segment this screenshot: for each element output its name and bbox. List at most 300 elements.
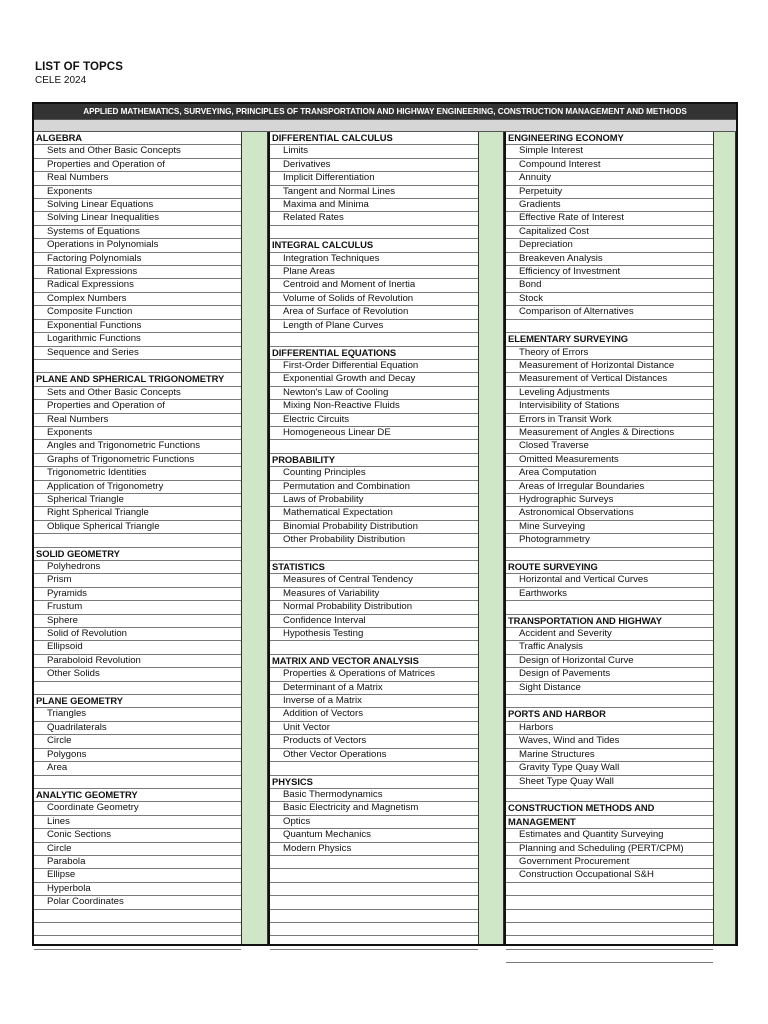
topic-row xyxy=(506,494,713,507)
topic-row xyxy=(506,467,713,480)
topic-label: Length of Plane Curves xyxy=(283,319,384,331)
topic-label: Circle xyxy=(47,735,72,747)
topic-label: Solid of Revolution xyxy=(47,628,127,640)
topic-label: Related Rates xyxy=(283,212,344,224)
topic-label: Quantum Mechanics xyxy=(283,829,371,841)
topic-row xyxy=(506,454,713,467)
topic-label: Derivatives xyxy=(283,158,331,170)
topic-row xyxy=(270,708,478,721)
topic-row xyxy=(270,494,478,507)
topic-label: Bond xyxy=(519,279,542,291)
topic-label: Centroid and Moment of Inertia xyxy=(283,279,416,291)
topic-label: Breakeven Analysis xyxy=(519,252,603,264)
topic-label: Horizontal and Vertical Curves xyxy=(519,574,649,586)
topic-row xyxy=(506,856,713,869)
topic-row xyxy=(270,695,478,708)
section-title: TRANSPORTATION AND HIGHWAY xyxy=(508,614,662,626)
section-header xyxy=(270,655,478,668)
section-header xyxy=(34,548,241,561)
topic-row xyxy=(506,682,713,695)
topic-row xyxy=(34,347,241,360)
topic-label: Efficiency of Investment xyxy=(519,266,621,278)
topic-row xyxy=(34,266,241,279)
topic-row xyxy=(270,534,478,547)
blank-row xyxy=(270,226,478,239)
topic-row xyxy=(270,266,478,279)
blank-row xyxy=(506,936,713,949)
header-subbar xyxy=(34,119,736,132)
topic-row xyxy=(34,561,241,574)
topic-label: Measurement of Vertical Distances xyxy=(519,373,668,385)
topic-row xyxy=(34,414,241,427)
topic-label: Rational Expressions xyxy=(47,266,138,278)
topic-row xyxy=(506,776,713,789)
topic-row xyxy=(270,843,478,856)
topic-label: Gravity Type Quay Wall xyxy=(519,762,620,774)
topic-row xyxy=(506,574,713,587)
topic-row xyxy=(506,306,713,319)
topic-label: Prism xyxy=(47,574,72,586)
blank-row xyxy=(270,762,478,775)
blank-row xyxy=(270,896,478,909)
topic-label: Permutation and Combination xyxy=(283,480,410,492)
topic-row xyxy=(34,293,241,306)
topic-label: Application of Trigonometry xyxy=(47,480,164,492)
topic-label: Real Numbers xyxy=(47,413,109,425)
topic-row xyxy=(270,145,478,158)
topic-label: Astronomical Observations xyxy=(519,507,634,519)
topic-row xyxy=(34,883,241,896)
topic-label: Addition of Vectors xyxy=(283,708,363,720)
topic-row xyxy=(34,722,241,735)
topic-row xyxy=(270,816,478,829)
section-title: DIFFERENTIAL EQUATIONS xyxy=(272,346,397,358)
topic-row xyxy=(270,427,478,440)
topic-label: Errors in Transit Work xyxy=(519,413,612,425)
topic-row xyxy=(34,588,241,601)
section-header xyxy=(506,708,713,721)
topic-label: Inverse of a Matrix xyxy=(283,695,362,707)
topic-label: Triangles xyxy=(47,708,87,720)
topic-label: Areas of Irregular Boundaries xyxy=(519,480,645,492)
topic-row xyxy=(34,145,241,158)
topic-row xyxy=(270,293,478,306)
topic-row xyxy=(34,306,241,319)
topic-label: Measurement of Horizontal Distance xyxy=(519,359,675,371)
topic-label: Ellipsoid xyxy=(47,641,83,653)
topic-label: Mixing Non-Reactive Fluids xyxy=(283,400,400,412)
topics-column-2 xyxy=(270,132,504,944)
topic-row xyxy=(506,628,713,641)
blank-row xyxy=(270,883,478,896)
topic-row xyxy=(34,843,241,856)
topic-row xyxy=(34,454,241,467)
topic-label: Sequence and Series xyxy=(47,346,139,358)
topic-row xyxy=(34,641,241,654)
blank-row xyxy=(506,548,713,561)
topic-label: Modern Physics xyxy=(283,842,352,854)
section-title: MANAGEMENT xyxy=(508,815,576,827)
topic-label: Composite Function xyxy=(47,306,133,318)
blank-row xyxy=(270,440,478,453)
topic-label: Frustum xyxy=(47,601,83,613)
topic-row xyxy=(34,186,241,199)
topic-label: Unit Vector xyxy=(283,721,330,733)
topic-label: Stock xyxy=(519,292,543,304)
section-header xyxy=(34,373,241,386)
topic-label: Capitalized Cost xyxy=(519,225,589,237)
blank-row xyxy=(506,695,713,708)
topic-row xyxy=(506,521,713,534)
topic-label: Annuity xyxy=(519,172,551,184)
blank-row xyxy=(506,950,713,963)
topic-label: Real Numbers xyxy=(47,172,109,184)
section-title: STATISTICS xyxy=(272,561,325,572)
topic-label: Intervisibility of Stations xyxy=(519,400,620,412)
topic-label: First-Order Differential Equation xyxy=(283,359,419,371)
topic-row xyxy=(506,186,713,199)
document-subtitle: CELE 2024 xyxy=(35,75,87,86)
section-header xyxy=(34,789,241,802)
blank-row xyxy=(270,936,478,949)
topic-row xyxy=(34,601,241,614)
section-title: PLANE GEOMETRY xyxy=(36,695,123,707)
topic-label: Measures of Variability xyxy=(283,587,380,599)
topic-row xyxy=(270,306,478,319)
blank-row xyxy=(34,923,241,936)
topic-row xyxy=(506,239,713,252)
blank-row xyxy=(270,869,478,882)
topic-row xyxy=(34,829,241,842)
topic-label: Spherical Triangle xyxy=(47,493,124,505)
topic-row xyxy=(34,735,241,748)
topic-label: Mathematical Expectation xyxy=(283,507,393,519)
topic-row xyxy=(270,507,478,520)
topic-label: Oblique Spherical Triangle xyxy=(47,520,160,532)
section-header xyxy=(506,615,713,628)
blank-row xyxy=(506,789,713,802)
blank-row xyxy=(270,923,478,936)
topic-label: Lines xyxy=(47,815,70,827)
topic-label: Other Vector Operations xyxy=(283,748,387,760)
topic-label: Electric Circuits xyxy=(283,413,350,425)
subject-banner: APPLIED MATHEMATICS, SURVEYING, PRINCIPLES OF TRANSPORTATION AND HIGHWAY ENGINEERING, CONSTRUCTION MANAGEMENT AND METHODS xyxy=(34,104,736,119)
topic-label: Measures of Central Tendency xyxy=(283,574,413,586)
topic-row xyxy=(34,574,241,587)
topic-label: Implicit Differentiation xyxy=(283,172,375,184)
topic-row xyxy=(34,400,241,413)
section-title: PROBABILITY xyxy=(272,453,335,465)
topic-row xyxy=(34,494,241,507)
topic-label: Properties and Operation of xyxy=(47,158,165,170)
blank-row xyxy=(34,534,241,547)
topic-row xyxy=(506,843,713,856)
topic-row xyxy=(34,320,241,333)
topic-row xyxy=(506,722,713,735)
topic-label: Circle xyxy=(47,842,72,854)
topic-label: Normal Probability Distribution xyxy=(283,601,413,613)
section-title: ROUTE SURVEYING xyxy=(508,561,598,572)
topic-label: Planning and Scheduling (PERT/CPM) xyxy=(519,842,684,854)
topic-label: Polar Coordinates xyxy=(47,896,124,908)
topic-row xyxy=(506,588,713,601)
topic-label: Systems of Equations xyxy=(47,225,140,237)
topic-row xyxy=(270,802,478,815)
blank-row xyxy=(506,896,713,909)
topics-column-3 xyxy=(506,132,736,944)
section-header xyxy=(506,816,713,829)
topic-row xyxy=(270,588,478,601)
topic-row xyxy=(34,668,241,681)
topic-row xyxy=(34,467,241,480)
topic-row xyxy=(34,762,241,775)
topic-row xyxy=(270,615,478,628)
topic-label: Confidence Interval xyxy=(283,614,366,626)
topic-label: Tangent and Normal Lines xyxy=(283,185,395,197)
blank-row xyxy=(270,641,478,654)
topic-row xyxy=(506,400,713,413)
topic-row xyxy=(506,253,713,266)
topic-row xyxy=(270,387,478,400)
topic-row xyxy=(34,279,241,292)
topic-label: Exponents xyxy=(47,185,93,197)
section-title: CONSTRUCTION METHODS AND xyxy=(508,802,655,814)
topic-row xyxy=(506,360,713,373)
topic-row xyxy=(34,239,241,252)
topic-row xyxy=(506,347,713,360)
topic-label: Ellipse xyxy=(47,869,76,881)
topic-label: Quadrilaterals xyxy=(47,721,107,733)
checkbox-column-3 xyxy=(713,132,736,944)
checkbox-column-2 xyxy=(478,132,504,944)
topic-label: Perpetuity xyxy=(519,185,563,197)
section-header xyxy=(506,333,713,346)
topic-label: Laws of Probability xyxy=(283,493,364,505)
topic-row xyxy=(506,387,713,400)
topic-label: Marine Structures xyxy=(519,748,595,760)
topic-label: Sets and Other Basic Concepts xyxy=(47,386,181,398)
topic-label: Design of Pavements xyxy=(519,668,611,680)
topic-label: Conic Sections xyxy=(47,829,111,841)
section-header xyxy=(270,561,478,574)
topic-row xyxy=(506,481,713,494)
section-title: PLANE AND SPHERICAL TRIGONOMETRY xyxy=(36,373,225,385)
topic-label: Closed Traverse xyxy=(519,440,589,452)
topic-row xyxy=(506,279,713,292)
section-header xyxy=(270,776,478,789)
topic-row xyxy=(34,172,241,185)
topic-label: Hydrographic Surveys xyxy=(519,493,614,505)
topic-label: Operations in Polynomials xyxy=(47,239,159,251)
topic-label: Right Spherical Triangle xyxy=(47,507,149,519)
topic-row xyxy=(506,534,713,547)
section-title: ELEMENTARY SURVEYING xyxy=(508,333,629,345)
blank-row xyxy=(506,883,713,896)
topic-row xyxy=(506,427,713,440)
blank-row xyxy=(34,360,241,373)
topic-row xyxy=(270,735,478,748)
topic-label: Sight Distance xyxy=(519,681,581,693)
topic-row xyxy=(270,400,478,413)
section-title: ENGINEERING ECONOMY xyxy=(508,132,624,143)
topic-row xyxy=(270,212,478,225)
topic-label: Trigonometric Identities xyxy=(47,467,147,479)
topic-label: Photogrammetry xyxy=(519,534,590,546)
topic-label: Area of Surface of Revolution xyxy=(283,306,409,318)
section-header xyxy=(34,695,241,708)
topic-row xyxy=(270,199,478,212)
section-header xyxy=(506,561,713,574)
topic-row xyxy=(270,789,478,802)
topic-row xyxy=(270,574,478,587)
topic-label: Compound Interest xyxy=(519,158,601,170)
topic-label: Complex Numbers xyxy=(47,292,127,304)
topic-row xyxy=(34,615,241,628)
topic-label: Counting Principles xyxy=(283,467,366,479)
topic-row xyxy=(506,762,713,775)
topic-label: Factoring Polynomials xyxy=(47,252,142,264)
blank-row xyxy=(270,548,478,561)
topic-label: Properties & Operations of Matrices xyxy=(283,668,435,680)
topic-row xyxy=(270,749,478,762)
topic-label: Basic Thermodynamics xyxy=(283,788,383,800)
topic-label: Properties and Operation of xyxy=(47,400,165,412)
topic-label: Area xyxy=(47,762,68,774)
topic-label: Traffic Analysis xyxy=(519,641,583,653)
section-title: PHYSICS xyxy=(272,775,313,787)
topic-label: Binomial Probability Distribution xyxy=(283,520,418,532)
blank-row xyxy=(270,856,478,869)
document-title: LIST OF TOPCS xyxy=(35,61,123,73)
section-header xyxy=(270,347,478,360)
topic-label: Gradients xyxy=(519,199,561,211)
topic-row xyxy=(506,293,713,306)
topic-row xyxy=(506,199,713,212)
section-header xyxy=(506,802,713,815)
topic-label: Determinant of a Matrix xyxy=(283,681,383,693)
topic-label: Radical Expressions xyxy=(47,279,134,291)
topic-row xyxy=(506,440,713,453)
topic-row xyxy=(506,145,713,158)
topic-row xyxy=(34,507,241,520)
topic-row xyxy=(506,869,713,882)
topic-label: Measurement of Angles & Directions xyxy=(519,426,675,438)
topic-row xyxy=(34,199,241,212)
topic-label: Area Computation xyxy=(519,467,597,479)
topic-label: Maxima and Minima xyxy=(283,199,369,211)
topic-label: Hypothesis Testing xyxy=(283,628,364,640)
topic-row xyxy=(34,159,241,172)
section-title: DIFFERENTIAL CALCULUS xyxy=(272,132,393,143)
topic-label: Angles and Trigonometric Functions xyxy=(47,440,201,452)
topic-row xyxy=(506,159,713,172)
topic-label: Logarithmic Functions xyxy=(47,333,141,345)
topic-label: Mine Surveying xyxy=(519,520,586,532)
topic-label: Construction Occupational S&H xyxy=(519,869,654,881)
section-header xyxy=(506,132,713,145)
topic-row xyxy=(270,481,478,494)
section-title: MATRIX AND VECTOR ANALYSIS xyxy=(272,654,419,666)
topic-label: Design of Horizontal Curve xyxy=(519,654,634,666)
topic-label: Comparison of Alternatives xyxy=(519,306,634,318)
topic-label: Parabola xyxy=(47,855,86,867)
blank-row xyxy=(506,320,713,333)
topic-label: Sets and Other Basic Concepts xyxy=(47,145,181,157)
topic-label: Omitted Measurements xyxy=(519,453,619,465)
topic-row xyxy=(506,226,713,239)
topic-row xyxy=(506,735,713,748)
topic-row xyxy=(270,186,478,199)
topics-list-3 xyxy=(506,132,713,944)
topic-label: Exponential Growth and Decay xyxy=(283,373,416,385)
topic-row xyxy=(270,467,478,480)
topic-label: Effective Rate of Interest xyxy=(519,212,624,224)
topic-label: Government Procurement xyxy=(519,855,630,867)
topic-label: Accident and Severity xyxy=(519,628,612,640)
topic-row xyxy=(34,481,241,494)
topic-row xyxy=(34,896,241,909)
section-title: ALGEBRA xyxy=(36,132,83,143)
blank-row xyxy=(34,910,241,923)
topic-row xyxy=(34,427,241,440)
topic-label: Plane Areas xyxy=(283,266,335,278)
topic-label: Sheet Type Quay Wall xyxy=(519,775,614,787)
topic-row xyxy=(270,373,478,386)
blank-row xyxy=(506,910,713,923)
topic-row xyxy=(270,628,478,641)
blank-row xyxy=(270,333,478,346)
topic-label: Limits xyxy=(283,145,309,157)
topic-label: Polygons xyxy=(47,748,87,760)
topic-row xyxy=(506,668,713,681)
blank-row xyxy=(506,601,713,614)
topic-label: Pyramids xyxy=(47,587,87,599)
topic-label: Other Solids xyxy=(47,668,100,680)
blank-row xyxy=(506,923,713,936)
topic-label: Homogeneous Linear DE xyxy=(283,426,391,438)
section-title: ANALYTIC GEOMETRY xyxy=(36,788,138,800)
topic-row xyxy=(34,628,241,641)
section-title: SOLID GEOMETRY xyxy=(36,547,120,559)
topic-row xyxy=(34,440,241,453)
section-header xyxy=(270,239,478,252)
topic-row xyxy=(506,373,713,386)
topic-row xyxy=(270,668,478,681)
topic-label: Optics xyxy=(283,815,311,827)
topic-row xyxy=(506,829,713,842)
topic-row xyxy=(34,749,241,762)
topic-row xyxy=(34,387,241,400)
topic-row xyxy=(270,360,478,373)
topic-row xyxy=(270,829,478,842)
checkbox-column-1 xyxy=(241,132,268,944)
topic-row xyxy=(270,601,478,614)
topic-label: Depreciation xyxy=(519,239,573,251)
topic-row xyxy=(34,869,241,882)
topic-label: Harbors xyxy=(519,721,554,733)
topic-row xyxy=(34,521,241,534)
topics-list-2 xyxy=(270,132,478,944)
topic-row xyxy=(34,226,241,239)
topic-label: Other Probability Distribution xyxy=(283,534,406,546)
topic-label: Newton's Law of Cooling xyxy=(283,386,389,398)
topic-label: Solving Linear Equations xyxy=(47,199,154,211)
blank-row xyxy=(34,682,241,695)
topic-label: Polyhedrons xyxy=(47,561,101,572)
section-header xyxy=(270,132,478,145)
topic-row xyxy=(270,521,478,534)
topic-row xyxy=(506,414,713,427)
